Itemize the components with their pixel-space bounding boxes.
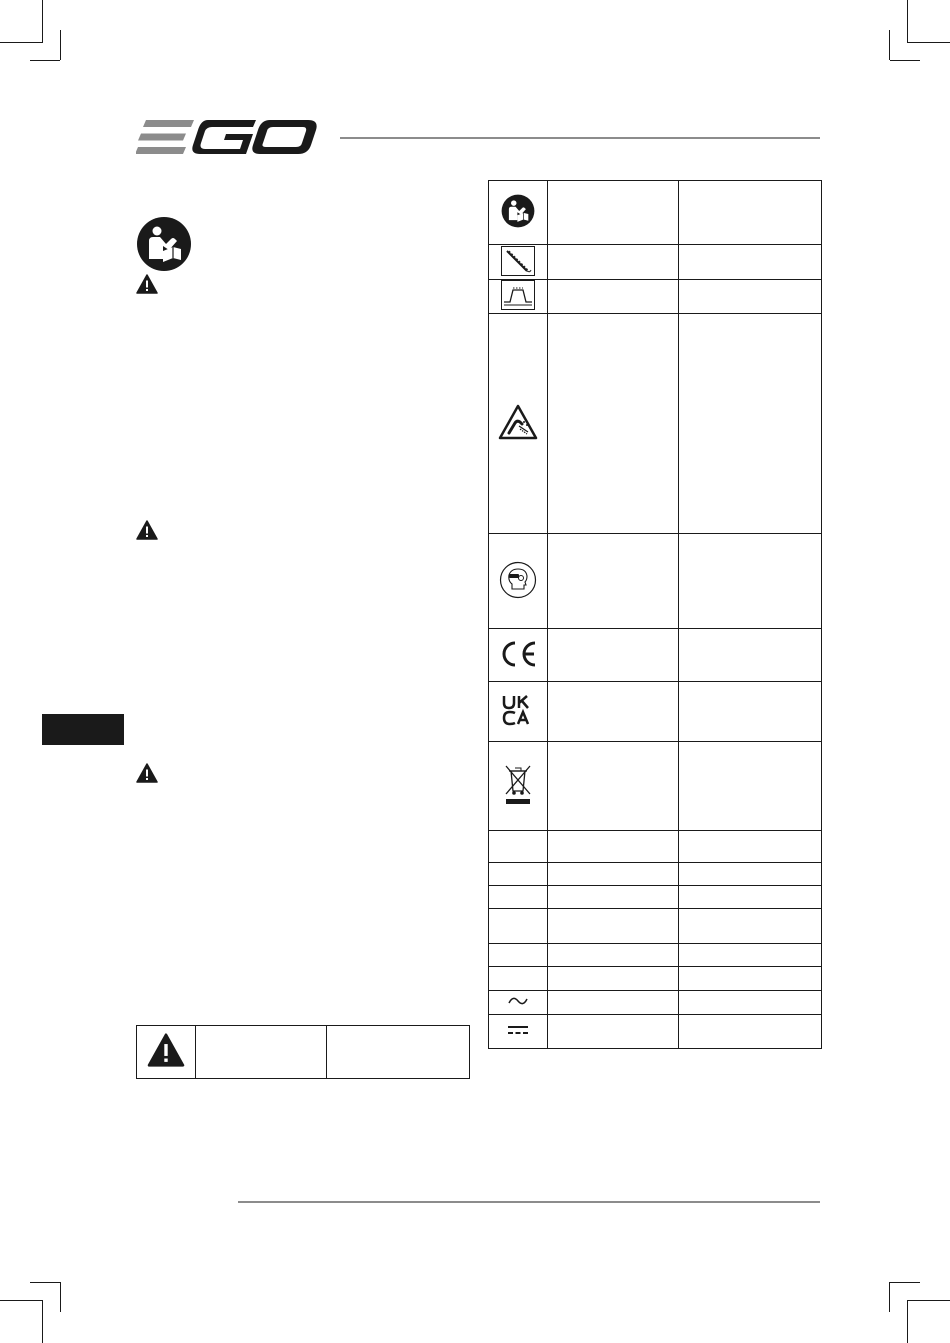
warning-triangle-icon xyxy=(136,274,158,294)
header-rule xyxy=(340,137,820,139)
symbol-description xyxy=(679,991,822,1015)
table-row xyxy=(489,280,822,314)
symbol-name xyxy=(548,181,679,245)
table-row xyxy=(489,967,822,991)
symbol-description xyxy=(679,1015,822,1049)
symbol-description xyxy=(679,967,822,991)
table-row xyxy=(489,629,822,682)
table-row xyxy=(489,831,822,863)
symbol-name xyxy=(548,863,679,886)
read-manual-icon xyxy=(501,194,535,228)
table-row xyxy=(489,682,822,742)
symbol-name xyxy=(548,280,679,314)
footer-rule xyxy=(238,1201,820,1203)
warning-triangle-icon xyxy=(136,763,158,783)
table-row xyxy=(489,1015,822,1049)
table-row xyxy=(489,863,822,886)
ce-mark-icon xyxy=(498,640,538,668)
symbol-name xyxy=(548,886,679,909)
warning-definition-box xyxy=(136,1025,470,1079)
hedge-profile-icon xyxy=(501,280,535,310)
symbol-name xyxy=(548,245,679,280)
eye-ear-protection-icon xyxy=(499,561,537,599)
symbol-name xyxy=(548,629,679,682)
table-row xyxy=(489,314,822,534)
symbol-description xyxy=(679,682,822,742)
warning-description xyxy=(327,1026,470,1079)
symbol-name xyxy=(548,682,679,742)
symbol-description xyxy=(679,742,822,831)
symbol-table xyxy=(488,180,822,1049)
symbol-description xyxy=(679,280,822,314)
alternating-current-icon xyxy=(508,995,528,1007)
blade-hazard-icon xyxy=(498,404,538,440)
table-row xyxy=(489,909,822,944)
table-row xyxy=(489,245,822,280)
symbol-name xyxy=(548,314,679,534)
symbol-description xyxy=(679,909,822,944)
read-manual-icon xyxy=(136,216,192,272)
symbol-name xyxy=(548,944,679,967)
warning-name xyxy=(196,1026,327,1079)
symbol-name xyxy=(548,991,679,1015)
symbol-description xyxy=(679,886,822,909)
symbol-description xyxy=(679,944,822,967)
hedge-blade-icon xyxy=(501,246,535,276)
symbol-name xyxy=(548,967,679,991)
symbol-name xyxy=(548,909,679,944)
symbol-description xyxy=(679,245,822,280)
weee-bin-icon xyxy=(503,763,533,807)
table-row xyxy=(489,944,822,967)
warning-triangle-icon xyxy=(136,520,158,540)
ego-logo xyxy=(136,118,320,158)
language-tab xyxy=(42,714,124,745)
symbol-description xyxy=(679,314,822,534)
symbol-name xyxy=(548,1015,679,1049)
symbol-description xyxy=(679,863,822,886)
symbol-description xyxy=(679,629,822,682)
symbol-description xyxy=(679,181,822,245)
symbol-name xyxy=(548,742,679,831)
symbol-name xyxy=(548,534,679,629)
warning-triangle-icon xyxy=(146,1033,186,1067)
direct-current-icon xyxy=(507,1024,529,1036)
symbol-description xyxy=(679,831,822,863)
table-row xyxy=(489,742,822,831)
table-row xyxy=(489,181,822,245)
table-row xyxy=(489,886,822,909)
table-row xyxy=(489,534,822,629)
table-row xyxy=(489,991,822,1015)
symbol-description xyxy=(679,534,822,629)
ukca-mark-icon xyxy=(502,694,534,726)
symbol-name xyxy=(548,831,679,863)
